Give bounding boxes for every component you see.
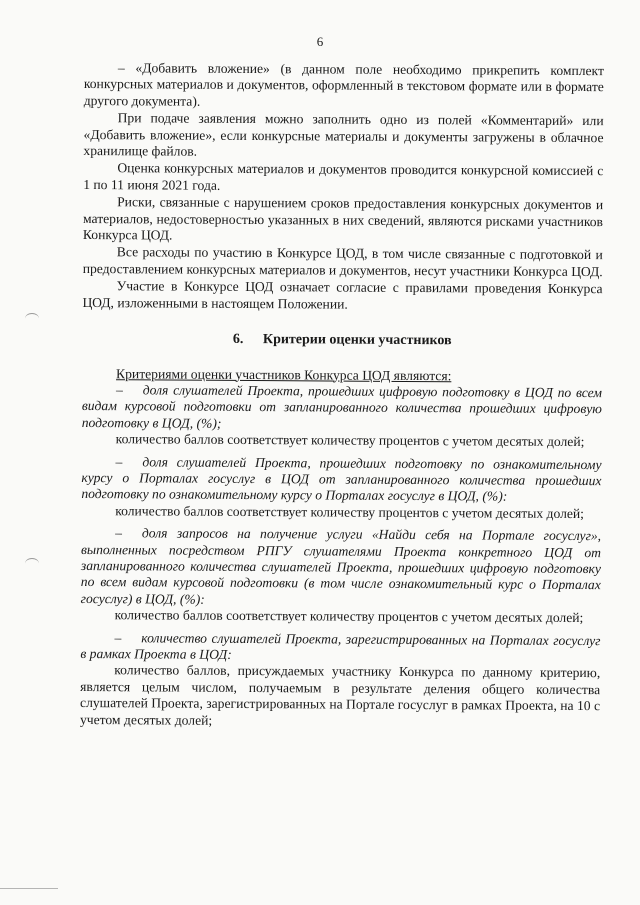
- paragraph: Участие в Конкурсе ЦОД означает согласие с правилами проведения Конкурса ЦОД, изложенными в настоящем Положении.: [82, 278, 603, 312]
- criterion-score: количество баллов соответствует количеству процентов с учетом десятых долей;: [115, 431, 585, 450]
- section-title: Критерии оценки участников: [262, 332, 452, 349]
- criterion-score: количество баллов соответствует количеству процентов с учетом десятых долей;: [115, 502, 585, 521]
- paragraph: – «Добавить вложение» (в данном поле необходимо прикрепить комплект конкурсных материалов и документов, оформленный в текстовом формате или в формате другого документа).: [83, 60, 604, 109]
- section-number: 6.: [232, 332, 244, 348]
- paragraph: Риски, связанные с нарушением сроков предоставления конкурсных документов и материалов, недостоверностью указанных в них сведений, являются рисками участников Конкурса ЦОД.: [82, 194, 604, 243]
- footer-rule: [0, 888, 58, 889]
- criterion-score: количество баллов, присуждаемых участнику Конкурса по данному критерию, является целым числом, получаемым в результате деления общего количества слушателей Проекта, зарегистрированных на Портале госуслуг в рамках Проекта, на 10 с учетом десятых долей;: [79, 662, 601, 728]
- paragraph: При подаче заявления можно заполнить одно из полей «Комментарий» или «Добавить вложение», если конкурсные материалы и документы загружены в облачное хранилище файлов.: [83, 110, 604, 159]
- list-dash: –: [115, 453, 123, 469]
- list-dash: –: [114, 629, 122, 645]
- page-number: 6: [316, 34, 324, 49]
- list-dash: –: [115, 525, 122, 541]
- list-dash: –: [115, 382, 123, 398]
- criteria-intro: Критериями оценки участников Конкурса ЦОД являются:: [116, 365, 452, 383]
- criterion-text: – количество слушателей Проекта, зарегистрированных на Порталах госуслуг в рамках Проекта в ЦОД:: [80, 629, 601, 662]
- criterion-text: – доля запросов на получение услуги «Найди себя на Портале госуслуг», выполненных посредством РПГУ слушателями Проекта конкретного ЦОД от запланированного количества слушателей Проекта, прошедших цифровую подготовку по всем видам курсовой подготовки (в том числе ознакомительный курс о Порталах госуслуг) в ЦОД, (%):: [80, 525, 602, 607]
- margin-mark: [25, 313, 39, 324]
- paragraph: Все расходы по участию в Конкурсе ЦОД, в том числе связанные с подготовкой и предоставлением конкурсных материалов и документов, несут участники Конкурса ЦОД.: [82, 244, 603, 280]
- paragraph: Оценка конкурсных материалов и документов проводится конкурсной комиссией с 1 по 11 июня 2021 года.: [83, 160, 604, 193]
- document-body: [80, 60, 604, 731]
- criterion-text: – доля слушателей Проекта, прошедших подготовку по ознакомительному курсу о Порталах госуслуг в ЦОД от запланированного количества прошедших подготовку по ознакомительному курсу о Порталах госуслуг в ЦОД, (%):: [81, 453, 602, 504]
- criterion-score: количество баллов соответствует количеству процентов с учетом десятых долей;: [114, 607, 584, 626]
- margin-mark: [25, 558, 39, 569]
- section-heading: [82, 331, 602, 351]
- criterion-text: – доля слушателей Проекта, прошедших цифровую подготовку в ЦОД по всем видам курсовой подготовки от запланированного количества прошедших цифровую подготовку в ЦОД, (%);: [81, 382, 603, 431]
